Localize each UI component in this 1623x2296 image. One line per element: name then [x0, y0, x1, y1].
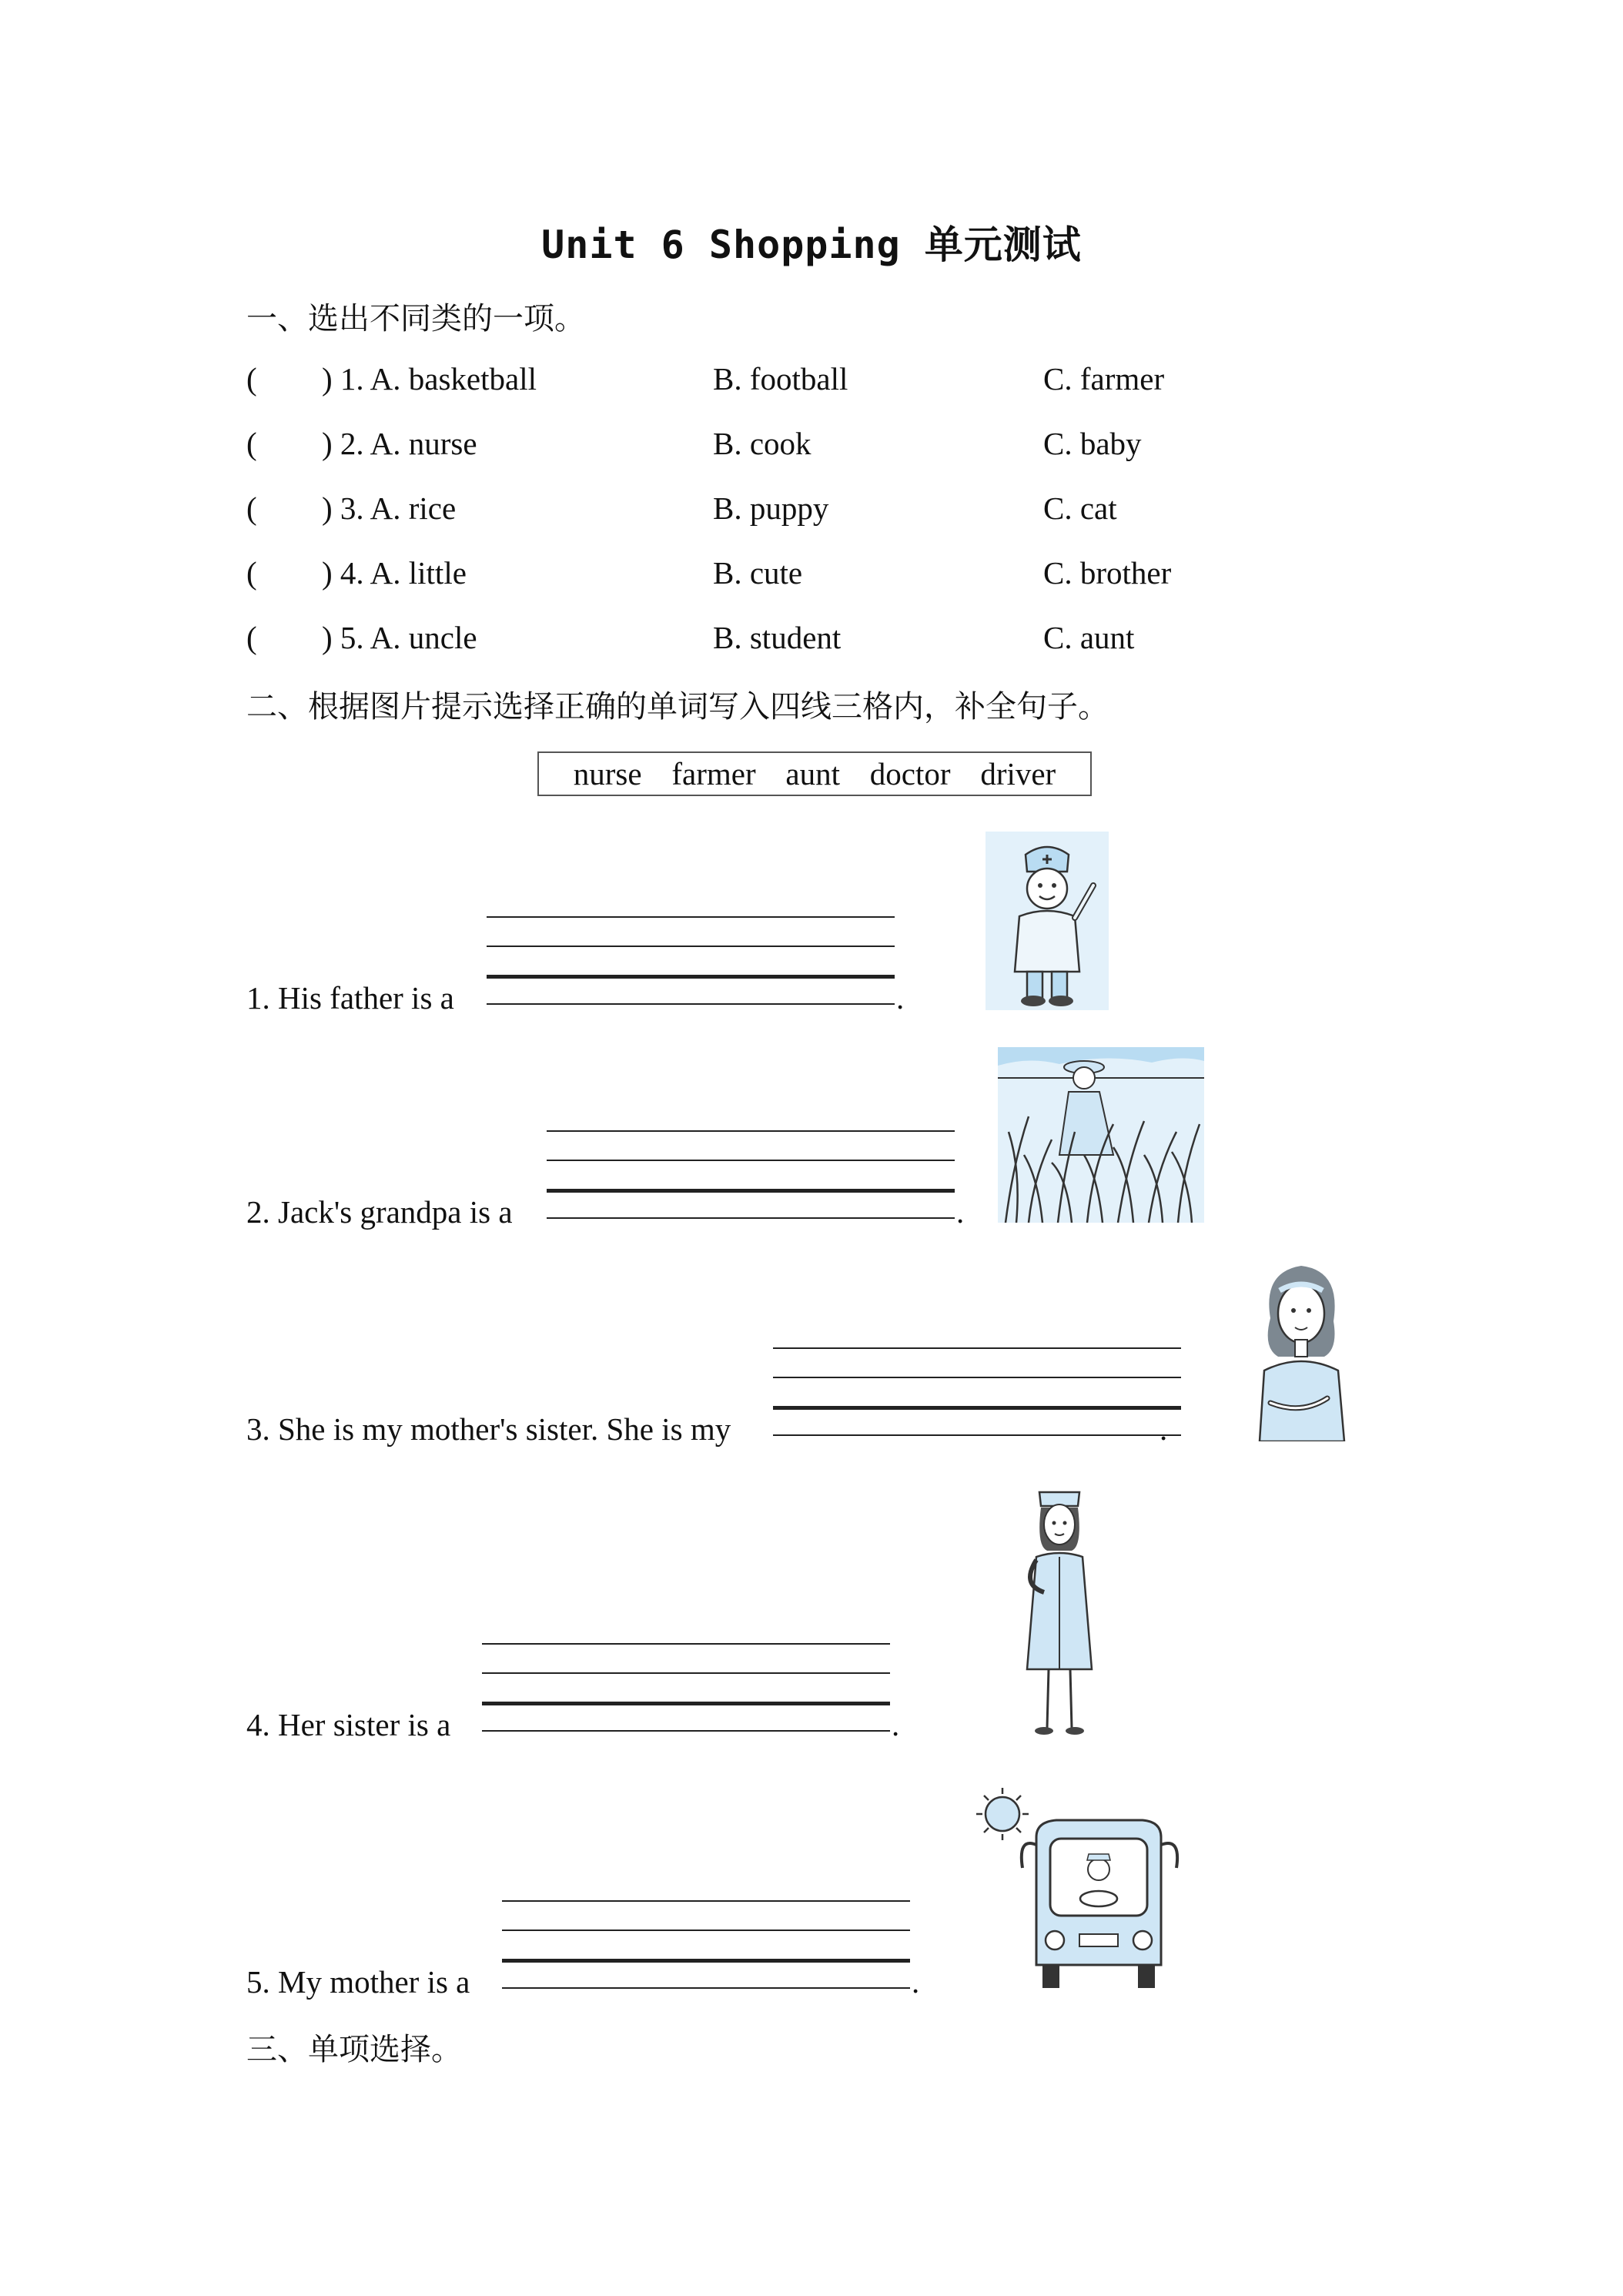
sentence-text: 1. His father is a — [246, 980, 454, 1016]
aunt-illustration — [1247, 1257, 1355, 1441]
word-bank-item: aunt — [785, 756, 840, 792]
four-line-writing-area[interactable] — [482, 1643, 890, 1732]
section1-heading: 一、选出不同类的一项。 — [246, 301, 585, 336]
word-bank-item: farmer — [671, 756, 756, 792]
four-line-writing-area[interactable] — [502, 1900, 910, 1989]
bus-driver-illustration — [972, 1783, 1187, 1993]
question-option-b: B. football — [713, 361, 848, 397]
answer-paren[interactable]: ( — [246, 361, 257, 397]
question-option-c: C. farmer — [1043, 361, 1165, 397]
four-line-writing-area[interactable] — [547, 1130, 955, 1219]
question-option-a: ) 5. A. uncle — [322, 620, 477, 655]
sentence-text: 5. My mother is a — [246, 1964, 470, 2000]
sentence-text: 3. She is my mother's sister. She is my — [246, 1411, 731, 1447]
question-option-a: ) 2. A. nurse — [322, 426, 477, 461]
question-option-b: B. puppy — [713, 490, 829, 526]
sentence-period: . — [1160, 1411, 1168, 1447]
sentence-text: 2. Jack's grandpa is a — [246, 1194, 513, 1230]
sentence-period: . — [892, 1707, 900, 1742]
section3-heading: 三、单项选择。 — [246, 2032, 462, 2067]
four-line-writing-area[interactable] — [773, 1347, 1181, 1436]
sentence-period: . — [956, 1194, 965, 1230]
word-bank-item: doctor — [869, 756, 951, 792]
question-option-c: C. cat — [1043, 490, 1117, 526]
word-bank — [537, 751, 1092, 796]
question-option-a: ) 3. A. rice — [322, 490, 457, 526]
question-option-a: ) 1. A. basketball — [322, 361, 537, 397]
question-option-b: B. student — [713, 620, 842, 655]
word-bank-item: driver — [980, 756, 1056, 792]
question-option-b: B. cook — [713, 426, 812, 461]
section2-heading: 二、根据图片提示选择正确的单词写入四线三格内，补全句子。 — [246, 689, 1109, 725]
answer-paren[interactable]: ( — [246, 426, 257, 461]
question-option-a: ) 4. A. little — [322, 555, 467, 591]
four-line-writing-area[interactable] — [487, 916, 895, 1005]
answer-paren[interactable]: ( — [246, 555, 257, 591]
answer-paren[interactable]: ( — [246, 490, 257, 526]
word-bank-item: nurse — [573, 756, 642, 792]
question-option-b: B. cute — [713, 555, 803, 591]
question-option-c: C. brother — [1043, 555, 1172, 591]
question-option-c: C. aunt — [1043, 620, 1135, 655]
sentence-period: . — [912, 1964, 920, 2000]
sentence-period: . — [896, 980, 905, 1016]
sentence-text: 4. Her sister is a — [246, 1707, 451, 1742]
doctor-illustration — [986, 832, 1109, 1010]
answer-paren[interactable]: ( — [246, 620, 257, 655]
question-option-c: C. baby — [1043, 426, 1142, 461]
farmer-illustration — [998, 1047, 1204, 1223]
nurse-illustration — [1013, 1477, 1106, 1739]
page-title: Unit 6 Shopping 单元测试 — [541, 223, 1082, 267]
